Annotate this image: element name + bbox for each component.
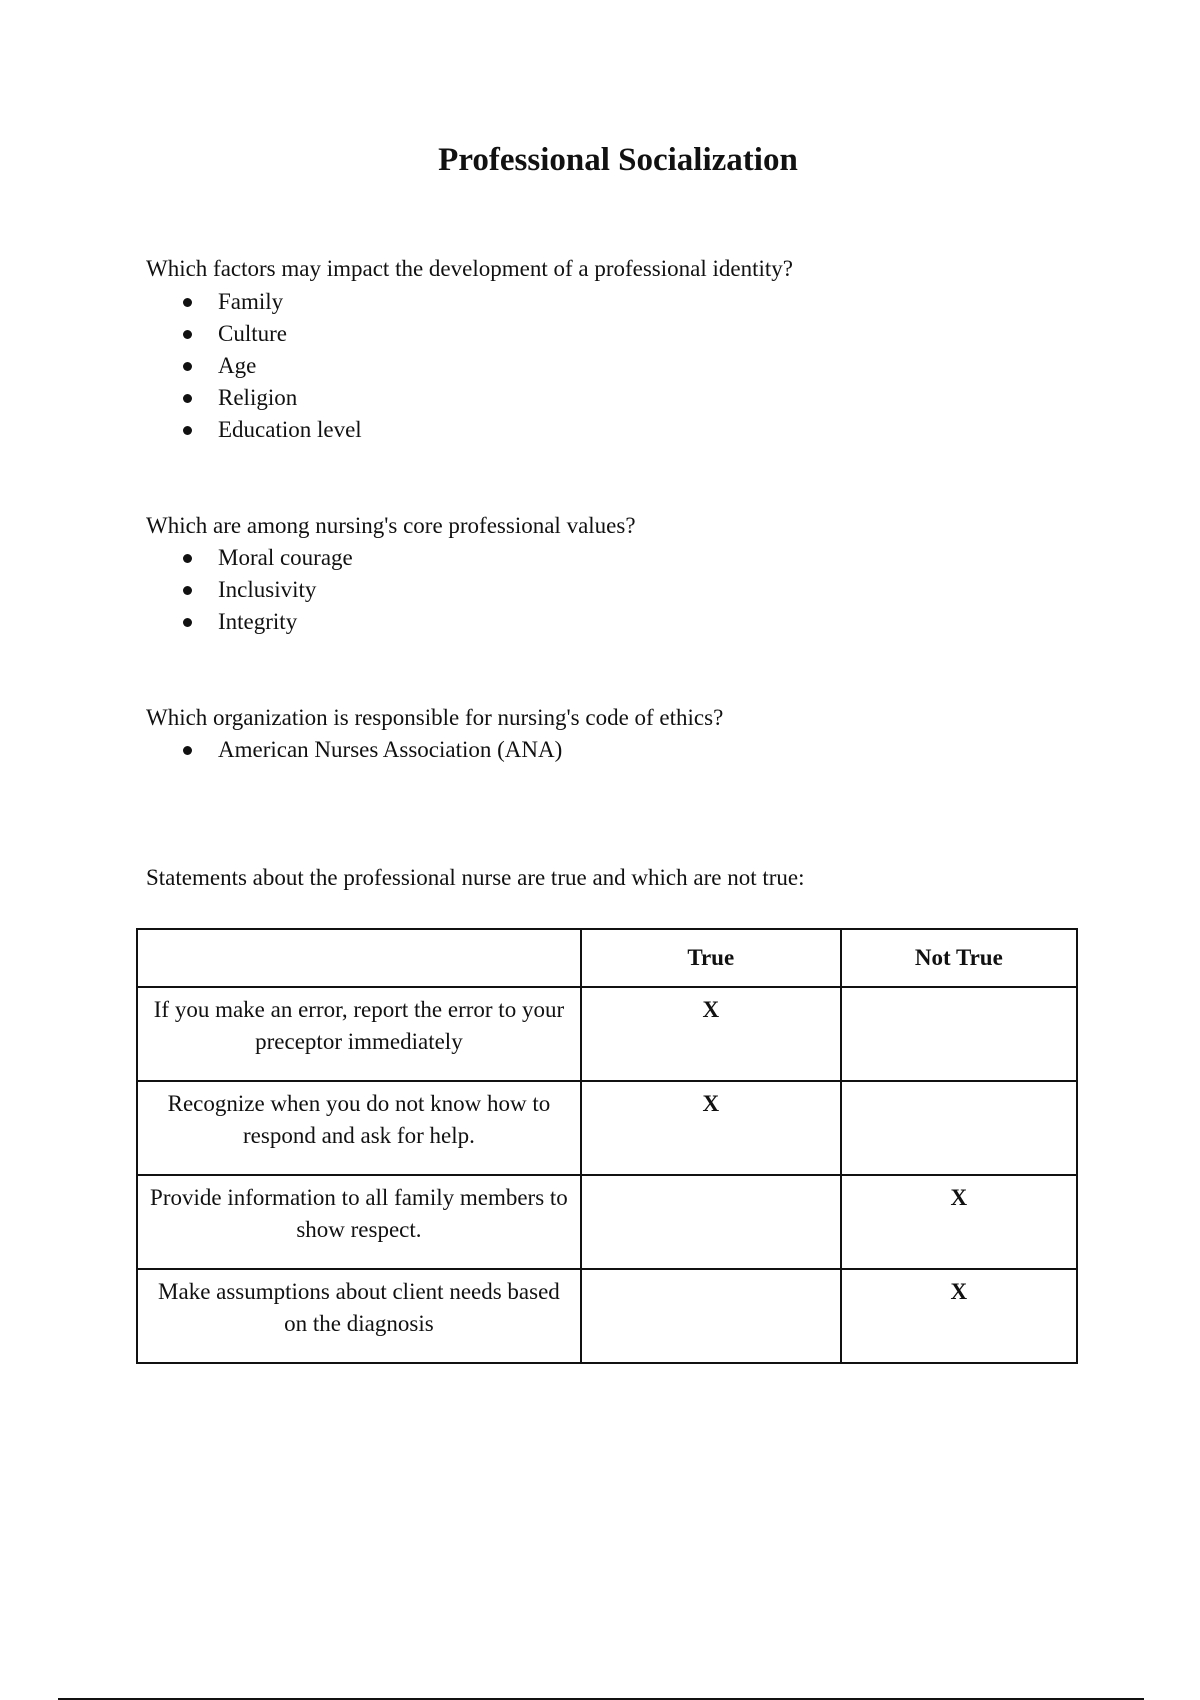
list-item bbox=[146, 734, 562, 766]
bullet-icon bbox=[183, 554, 192, 563]
true-mark-cell bbox=[581, 1175, 841, 1269]
true-mark-cell: X bbox=[581, 987, 841, 1081]
answer-list-code-of-ethics bbox=[146, 734, 562, 766]
list-item bbox=[146, 606, 353, 638]
not-true-mark-cell bbox=[841, 1081, 1077, 1175]
list-item bbox=[146, 574, 353, 606]
answer-text: American Nurses Association (ANA) bbox=[218, 737, 563, 762]
answer-list-core-values bbox=[146, 542, 353, 638]
answer-text: Education level bbox=[218, 417, 362, 442]
bullet-icon bbox=[183, 298, 192, 307]
question-code-of-ethics: Which organization is responsible for nursing's code of ethics? bbox=[146, 705, 724, 730]
table-row bbox=[137, 987, 1077, 1081]
statements-table bbox=[136, 928, 1078, 1364]
list-item bbox=[146, 286, 362, 318]
list-item bbox=[146, 350, 362, 382]
bullet-icon bbox=[183, 746, 192, 755]
table-header-row bbox=[137, 929, 1077, 987]
bullet-icon bbox=[183, 586, 192, 595]
statement-cell: Provide information to all family members to show respect. bbox=[137, 1175, 581, 1269]
list-item bbox=[146, 318, 362, 350]
bullet-icon bbox=[183, 394, 192, 403]
answer-text: Religion bbox=[218, 385, 298, 410]
question-professional-identity: Which factors may impact the development of a professional identity? bbox=[146, 256, 793, 281]
answer-list-professional-identity bbox=[146, 286, 362, 446]
table-row bbox=[137, 1175, 1077, 1269]
list-item bbox=[146, 542, 353, 574]
true-mark-cell: X bbox=[581, 1081, 841, 1175]
answer-text: Moral courage bbox=[218, 545, 353, 570]
statement-cell: Recognize when you do not know how to respond and ask for help. bbox=[137, 1081, 581, 1175]
answer-text: Integrity bbox=[218, 609, 298, 634]
header-statement bbox=[137, 929, 581, 987]
header-true: True bbox=[581, 929, 841, 987]
table-row bbox=[137, 1269, 1077, 1363]
statements-intro: Statements about the professional nurse are true and which are not true: bbox=[146, 865, 805, 890]
true-mark-cell bbox=[581, 1269, 841, 1363]
not-true-mark-cell: X bbox=[841, 1175, 1077, 1269]
statement-cell: Make assumptions about client needs based on the diagnosis bbox=[137, 1269, 581, 1363]
bullet-icon bbox=[183, 330, 192, 339]
bullet-icon bbox=[183, 618, 192, 627]
answer-text: Age bbox=[218, 353, 257, 378]
list-item bbox=[146, 414, 362, 446]
list-item bbox=[146, 382, 362, 414]
table-row bbox=[137, 1081, 1077, 1175]
bullet-icon bbox=[183, 362, 192, 371]
statement-cell: If you make an error, report the error to your preceptor immediately bbox=[137, 987, 581, 1081]
bullet-icon bbox=[183, 426, 192, 435]
document-title: Professional Socialization bbox=[438, 142, 798, 178]
answer-text: Family bbox=[218, 289, 284, 314]
answer-text: Culture bbox=[218, 321, 287, 346]
answer-text: Inclusivity bbox=[218, 577, 317, 602]
header-not-true: Not True bbox=[841, 929, 1077, 987]
question-core-values: Which are among nursing's core professional values? bbox=[146, 513, 636, 538]
not-true-mark-cell bbox=[841, 987, 1077, 1081]
not-true-mark-cell: X bbox=[841, 1269, 1077, 1363]
